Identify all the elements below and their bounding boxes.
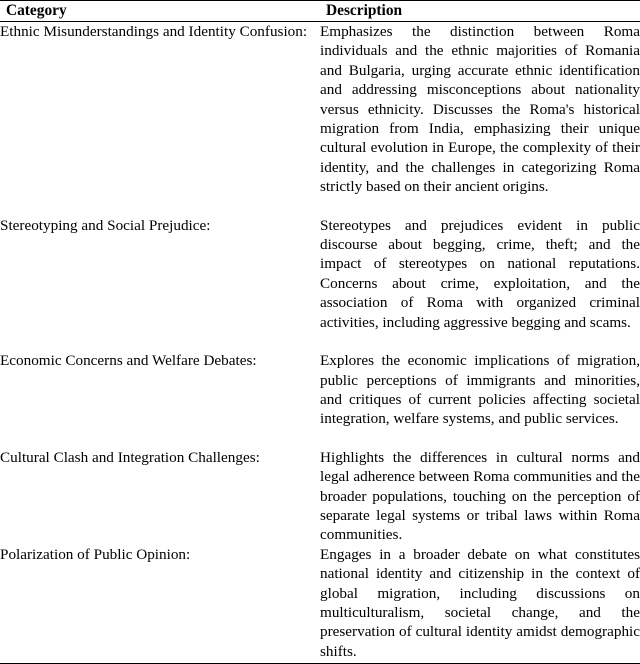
table-row <box>0 545 640 663</box>
row-spacer-cell <box>320 332 640 351</box>
table-row <box>0 216 640 332</box>
cell-category: Ethnic Misunderstandings and Identity Confusion: <box>0 23 308 40</box>
row-spacer-cell <box>0 197 320 216</box>
cell-category: Cultural Clash and Integration Challenges: <box>0 448 260 466</box>
row-spacer <box>0 429 640 448</box>
cell-description: Emphasizes the distinction between Roma individuals and the ethnic majorities of Romania and Bulgaria, urging accurate ethnic identification and addressing misconceptions about nationality versus ethnicity. Discusses the Roma's historical migration from India, emphasizing their unique cultural evolution in Europe, the complexity of their identity, and the challenges in categorizing Roma strictly based on their ancient origins. <box>320 23 640 196</box>
cell-description: Explores the economic implications of migration, public perceptions of immigrants and minorities, and critiques of current policies affecting societal integration, welfare systems, and public services. <box>320 352 640 428</box>
cell-category: Economic Concerns and Welfare Debates: <box>0 352 257 370</box>
table-body <box>0 22 640 664</box>
table-header <box>0 1 640 22</box>
table-row <box>0 22 640 197</box>
cell-description: Stereotypes and prejudices evident in public discourse about begging, crime, theft; and the impact of stereotypes on national reputations. Concerns about crime, exploitation, and the association of Roma with organized criminal activities, including aggressive begging and scams. <box>320 216 640 331</box>
table-header-row <box>0 1 640 22</box>
row-spacer-cell <box>320 429 640 448</box>
column-header-category: Category <box>0 1 320 22</box>
row-spacer <box>0 197 640 216</box>
cell-category: Polarization of Public Opinion: <box>0 545 191 563</box>
cell-description: Highlights the differences in cultural norms and legal adherence between Roma communities and the broader populations, touching on the perception of separate legal systems or tribal laws within Roma communities. <box>320 448 640 544</box>
cell-description: Engages in a broader debate on what constitutes national identity and citizenship in the context of global migration, including discussions on multiculturalism, societal change, and the preservation of cultural identity amidst demographic shifts. <box>320 545 640 660</box>
column-header-description: Description <box>320 1 640 22</box>
row-spacer <box>0 332 640 351</box>
row-spacer-cell <box>0 429 320 448</box>
table-row <box>0 448 640 545</box>
row-spacer-cell <box>320 197 640 216</box>
table-row <box>0 351 640 429</box>
row-spacer-cell <box>0 332 320 351</box>
cell-category: Stereotyping and Social Prejudice: <box>0 216 211 234</box>
